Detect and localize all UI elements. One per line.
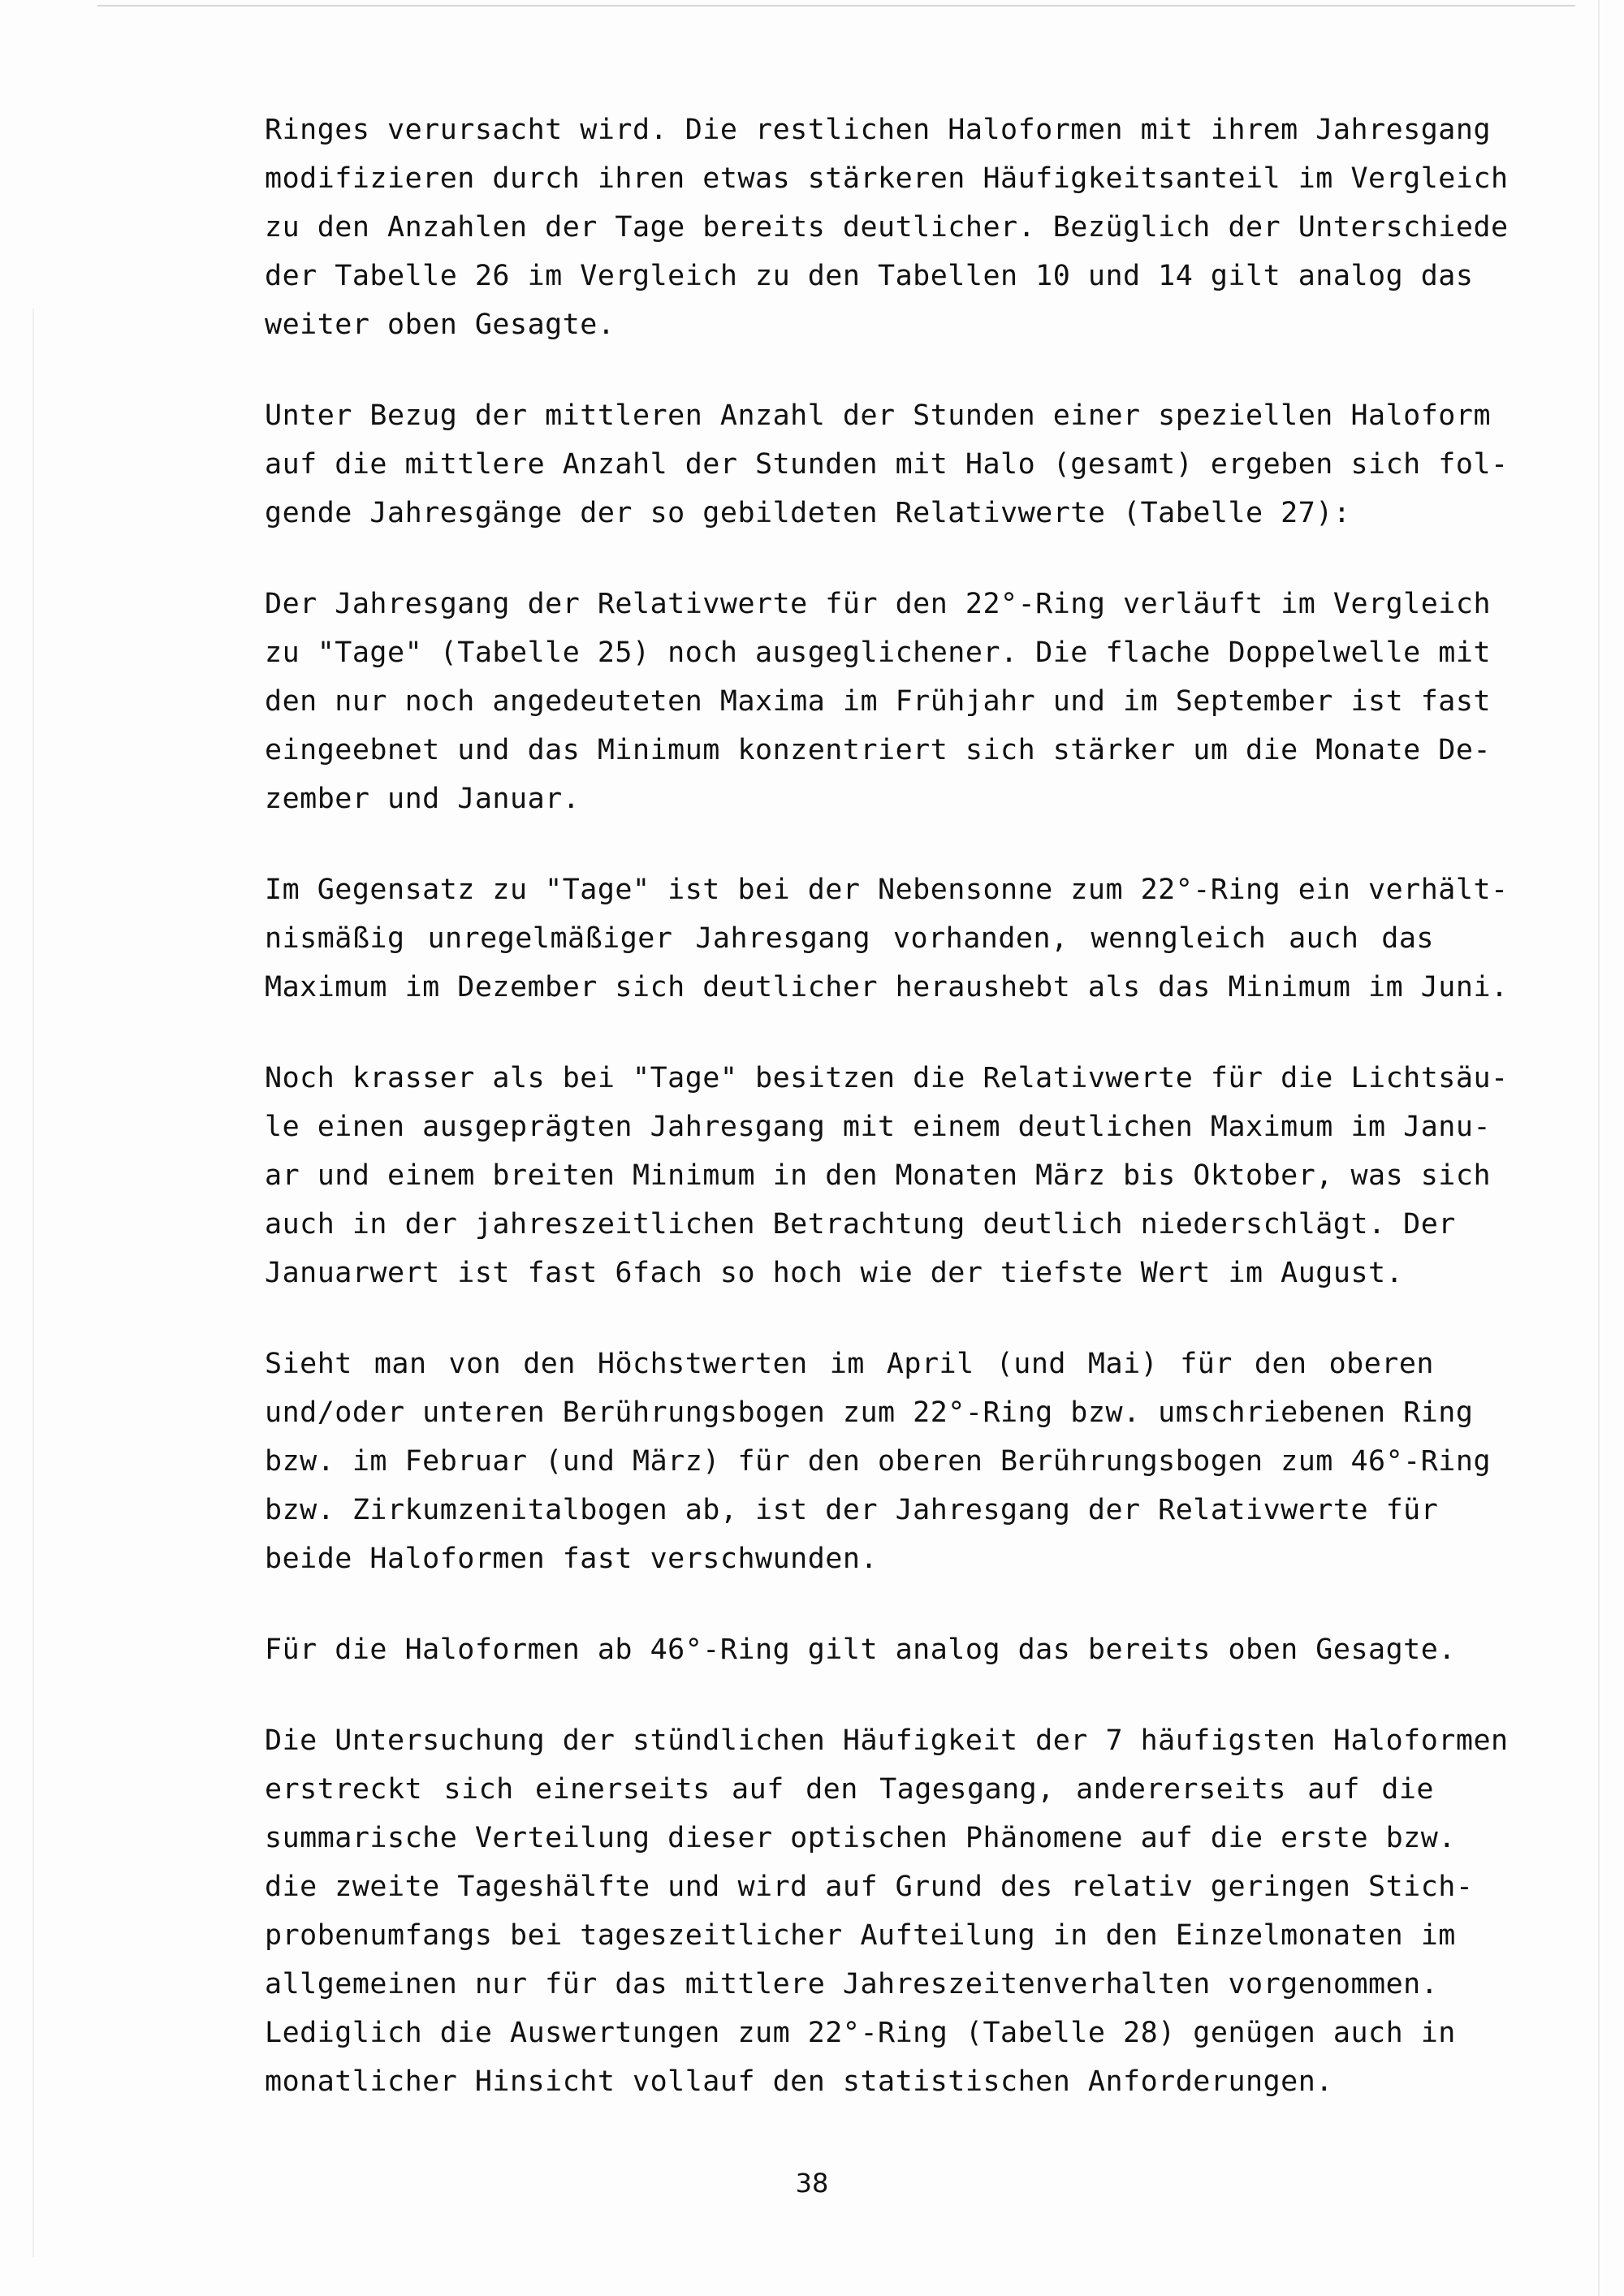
text-line: der Tabelle 26 im Vergleich zu den Tabellen 10 und 14 gilt analog das [265, 260, 1474, 292]
text-line: auch in der jahreszeitlichen Betrachtung deutlich niederschlägt. Der [265, 1208, 1456, 1241]
paragraph [265, 580, 1492, 823]
text-line: beide Haloformen fast verschwunden. [265, 1543, 879, 1575]
text-line: zember und Januar. [265, 783, 581, 815]
text-line: Die Untersuchung der stündlichen Häufigkeit der 7 häufigsten Haloformen [265, 1724, 1509, 1757]
text-line: Unter Bezug der mittleren Anzahl der Stunden einer speziellen Haloform [265, 399, 1492, 432]
text-line: Maximum im Dezember sich deutlicher heraushebt als das Minimum im Juni. [265, 971, 1509, 1003]
text-line: Noch krasser als bei "Tage" besitzen die Relativwerte für die Lichtsäu- [265, 1062, 1509, 1094]
text-line: den nur noch angedeuteten Maxima im Frühjahr und im September ist fast [265, 685, 1492, 718]
paragraph [265, 106, 1509, 349]
text-line: Januarwert ist fast 6fach so hoch wie der tiefste Wert im August. [265, 1257, 1404, 1289]
text-line: zu "Tage" (Tabelle 25) noch ausgeglichener. Die flache Doppelwelle mit [265, 637, 1492, 669]
text-line: nismäßig unregelmäßiger Jahresgang vorhanden, wenngleich auch das [265, 922, 1434, 955]
text-line: monatlicher Hinsicht vollauf den statistischen Anforderungen. [265, 2065, 1333, 2098]
text-line: Für die Haloformen ab 46°-Ring gilt analog das bereits oben Gesagte. [265, 1634, 1456, 1666]
scan-edge-left [32, 309, 34, 2257]
text-line: eingeebnet und das Minimum konzentriert sich stärker um die Monate De- [265, 734, 1492, 766]
text-line: zu den Anzahlen der Tage bereits deutlicher. Bezüglich der Unterschiede [265, 211, 1509, 244]
text-line: Der Jahresgang der Relativwerte für den 22°-Ring verläuft im Vergleich [265, 588, 1492, 620]
text-line: modifizieren durch ihren etwas stärkeren Häufigkeitsanteil im Vergleich [265, 162, 1509, 195]
text-line: le einen ausgeprägten Jahresgang mit einem deutlichen Maximum im Janu- [265, 1111, 1492, 1143]
text-line: gende Jahresgänge der so gebildeten Relativwerte (Tabelle 27): [265, 497, 1351, 529]
text-line: Ringes verursacht wird. Die restlichen Haloformen mit ihrem Jahresgang [265, 114, 1492, 146]
text-line: erstreckt sich einerseits auf den Tagesgang, andererseits auf die [265, 1773, 1434, 1806]
text-line: summarische Verteilung dieser optischen Phänomene auf die erste bzw. [265, 1822, 1456, 1854]
text-line: auf die mittlere Anzahl der Stunden mit Halo (gesamt) ergeben sich fol- [265, 448, 1509, 481]
paragraph [265, 1625, 1456, 1674]
paragraph [265, 1054, 1509, 1297]
text-line: und/oder unteren Berührungsbogen zum 22°-Ring bzw. umschriebenen Ring [265, 1396, 1474, 1429]
text-line: allgemeinen nur für das mittlere Jahreszeitenverhalten vorgenommen. [265, 1968, 1439, 2000]
paragraph [265, 865, 1509, 1012]
text-line: bzw. Zirkumzenitalbogen ab, ist der Jahresgang der Relativwerte für [265, 1494, 1439, 1526]
text-line: Lediglich die Auswertungen zum 22°-Ring (Tabelle 28) genügen auch in [265, 2017, 1456, 2049]
text-line: die zweite Tageshälfte und wird auf Grund des relativ geringen Stich- [265, 1871, 1474, 1903]
text-line: ar und einem breiten Minimum in den Monaten März bis Oktober, was sich [265, 1159, 1492, 1192]
text-line: weiter oben Gesagte. [265, 309, 615, 341]
text-line: probenumfangs bei tageszeitlicher Aufteilung in den Einzelmonaten im [265, 1919, 1456, 1952]
paragraph [265, 1716, 1509, 2106]
paragraph [265, 1340, 1492, 1583]
scan-edge-right [1598, 0, 1600, 2296]
text-line: Sieht man von den Höchstwerten im April (und Mai) für den oberen [265, 1348, 1434, 1380]
paragraph [265, 391, 1509, 537]
text-line: Im Gegensatz zu "Tage" ist bei der Nebensonne zum 22°-Ring ein verhält- [265, 874, 1509, 906]
page-number: 38 [795, 2168, 829, 2199]
scan-edge-top [97, 5, 1575, 6]
body-text [265, 106, 1509, 2148]
text-line: bzw. im Februar (und März) für den oberen Berührungsbogen zum 46°-Ring [265, 1445, 1492, 1478]
